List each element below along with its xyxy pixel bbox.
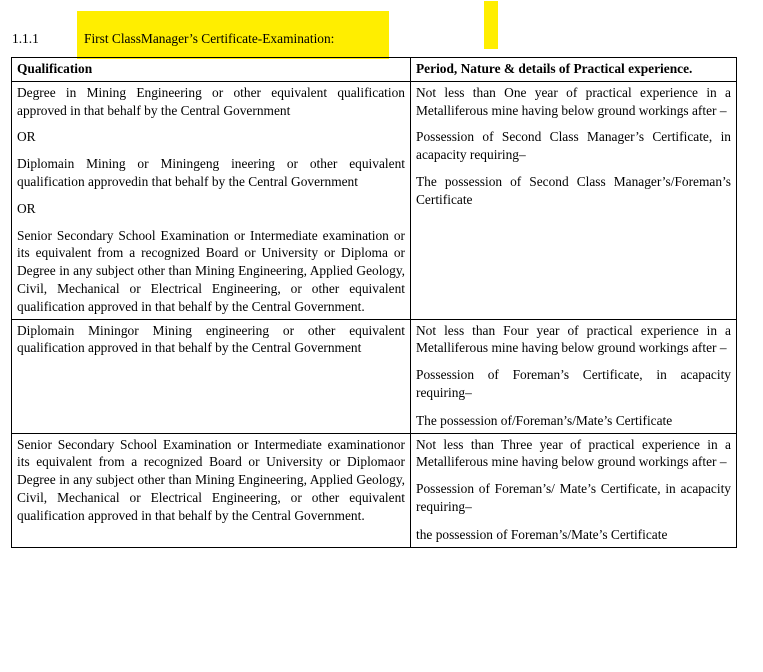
table-header-row xyxy=(12,58,737,82)
section-number: 1.1.1 xyxy=(12,31,39,46)
experience-text: Possession of Second Class Manager’s Certificate, in acapacity requiring– xyxy=(416,129,731,163)
experience-cell xyxy=(411,319,737,433)
header-experience-label: Period, Nature & details of Practical experience. xyxy=(416,61,693,76)
qualification-cell xyxy=(12,433,411,547)
header-experience xyxy=(411,58,737,82)
qualification-text: Degree in Mining Engineering or other equivalent qualification approved in that behalf by the Central Government xyxy=(17,84,405,118)
qualification-cell xyxy=(12,319,411,433)
or-separator: OR xyxy=(17,200,36,216)
experience-text: Not less than Three year of practical experience in a Metalliferous mine having below ground workings after – xyxy=(416,436,731,470)
table-row xyxy=(12,81,737,319)
qualification-text: Diplomain Miningor Mining engineering or other equivalent qualification approved in that behalf by the Central Government xyxy=(17,322,405,356)
experience-text: the possession of Foreman’s/Mate’s Certificate xyxy=(416,526,668,542)
qualification-text: Diplomain Mining or Miningeng ineering or other equivalent qualification approvedin that behalf by the Central Government xyxy=(17,156,405,189)
experience-cell xyxy=(411,81,737,319)
experience-text: The possession of Second Class Manager’s/Foreman’s Certificate xyxy=(416,173,731,207)
table-row xyxy=(12,433,737,547)
title-highlight-mark xyxy=(484,1,498,49)
experience-text: Not less than One year of practical experience in a Metalliferous mine having below ground workings after – xyxy=(416,84,731,118)
qualification-cell xyxy=(12,81,411,319)
experience-text: Possession of Foreman’s Certificate, in acapacity requiring– xyxy=(416,367,731,400)
section-title: First ClassManager’s Certificate-Examination: xyxy=(84,31,335,46)
qualification-text: Senior Secondary School Examination or Intermediate examinationor its equivalent from a recognized Board or University or Diplomaor Degree in any subject other than Mining Engineering, Applied Geology, Civil, Mechanical or Electrical Engineering, or other equivalent qualification approved in that behalf by the Central Government. xyxy=(17,436,405,523)
experience-cell xyxy=(411,433,737,547)
experience-text: The possession of/Foreman’s/Mate’s Certificate xyxy=(416,412,673,428)
experience-text: Possession of Foreman’s/ Mate’s Certificate, in acapacity requiring– xyxy=(416,481,731,514)
header-qualification-label: Qualification xyxy=(17,61,93,76)
qualification-text: Senior Secondary School Examination or Intermediate examination or its equivalent from a recognized Board or University or Diploma or Degree in any subject other than Mining Engineering, Applied Geology, Civil, Mechanical or Electrical Engineering, or other equivalent qualification approved in that behalf by the Central Government. xyxy=(17,227,405,314)
experience-text: Not less than Four year of practical experience in a Metalliferous mine having below ground workings after – xyxy=(416,322,731,356)
table-row xyxy=(12,319,737,433)
header-qualification xyxy=(12,58,411,82)
certificate-requirements-table xyxy=(11,57,737,548)
or-separator: OR xyxy=(17,129,36,145)
